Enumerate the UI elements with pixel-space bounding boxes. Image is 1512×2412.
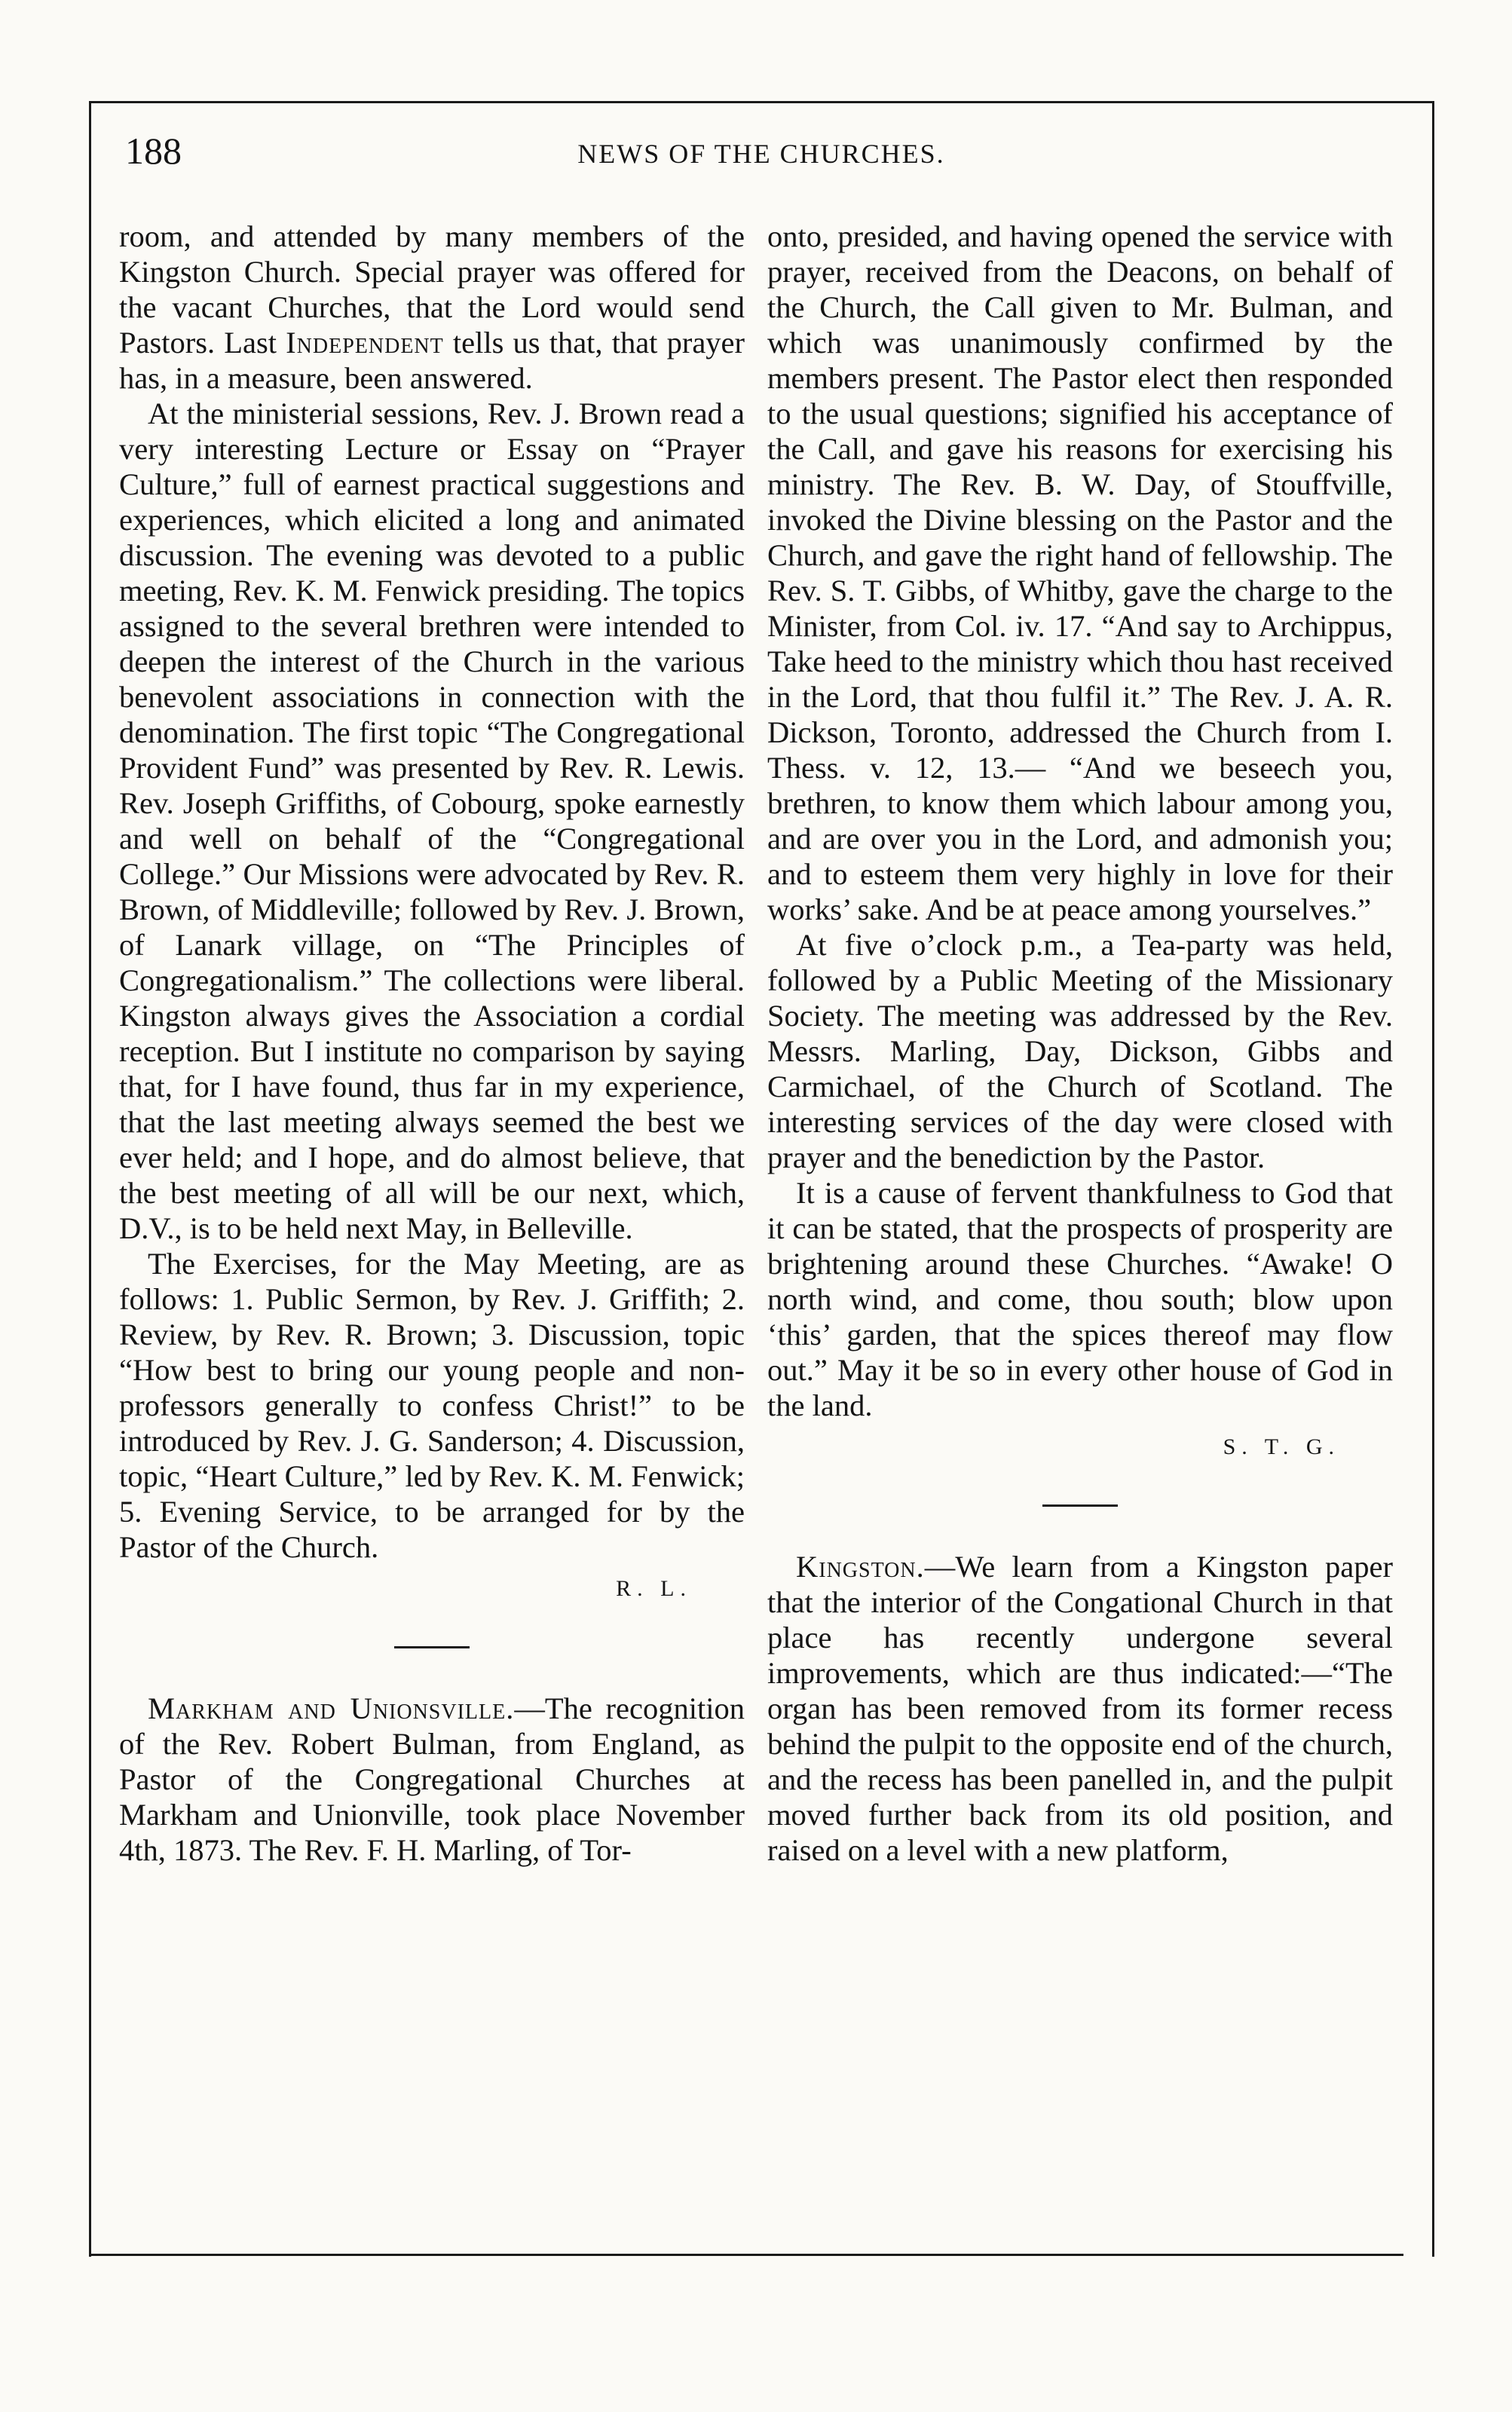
right-paragraph-3: It is a cause of fervent thankfulness to God that it can be stated, that the prospects of prosperity are brightening around these Churches. “Awake! O north wind, and come, thou south; blow upon ‘this’ garden, that the spices thereof may flow out.” May it be so in every other house of God in the land.: [767, 1176, 1393, 1422]
right-border-rule: [1432, 101, 1434, 2257]
left-border-rule: [89, 101, 91, 2257]
page-header: [121, 128, 1402, 181]
signature-rl: R. L.: [616, 1576, 692, 1601]
right-paragraph-1: onto, presided, and having opened the service with prayer, received from the Deacons, on behalf of the Church, the Call given to Mr. Bulman, and which was unanimously confirmed by the members present. The Pastor elect then responded to the usual questions; signified his acceptance of the Call, and gave his reasons for exercising his ministry. The Rev. B. W. Day, of Stouffville, invoked the Divine blessing on the Pastor and the Church, and gave the right hand of fellowship. The Rev. S. T. Gibbs, of Whitby, gave the charge to the Minister, from Col. iv. 17. “And say to Archippus, Take heed to the ministry which thou hast received in the Lord, that thou fulfil it.” The Rev. J. A. R. Dickson, Toronto, addressed the Church from I. Thess. v. 12, 13.— “And we beseech you, brethren, to know them which labour among you, and are over you in the Lord, and admonish you; and to esteem them very highly in love for their works’ sake. And be at peace among yourselves.”: [767, 219, 1393, 926]
left-paragraph-2: At the ministerial sessions, Rev. J. Brown read a very interesting Lecture or Essay on “Prayer Culture,” full of earnest practical suggestions and experiences, which elicited a long and animated discussion. The evening was devoted to a public meeting, Rev. K. M. Fenwick presiding. The topics assigned to the several brethren were intended to deepen the interest of the Church in the various benevolent associations in connection with the denomination. The first topic “The Congregational Provident Fund” was presented by Rev. R. Lewis. Rev. Joseph Griffiths, of Cobourg, spoke earnestly and well on behalf of the “Congregational College.” Our Missions were advocated by Rev. R. Brown, of Middleville; followed by Rev. J. Brown, of Lanark village, on “The Principles of Congregationalism.” The collections were liberal. Kingston always gives the Association a cordial reception. But I institute no comparison by saying that, for I have found, thus far in my experience, that the last meeting always seemed the best we ever held; and I hope, and do almost believe, that the best meeting of all will be our next, which, D.V., is to be held next May, in Belleville.: [119, 396, 745, 1245]
right-column: [767, 219, 1393, 1868]
left-paragraph-1-tail: tells us that, that prayer has, in a measure, been answered.: [119, 326, 745, 395]
top-border-rule: [89, 101, 1434, 103]
independent-publication-name: Independent: [286, 326, 444, 360]
left-column: [119, 219, 745, 1868]
bottom-border-rule: [89, 2254, 1403, 2256]
section-separator: [1042, 1504, 1118, 1507]
signature-stg: S. T. G.: [1223, 1434, 1340, 1459]
section-separator: [394, 1646, 470, 1648]
page-number: 188: [125, 130, 182, 172]
markham-body: —The recognition of the Rev. Robert Bulman, from England, as Pastor of the Congregational Churches at Markham and Unionville, took place November 4th, 1873. The Rev. F. H. Marling, of Tor-: [119, 1691, 745, 1867]
left-paragraph-1: [119, 219, 745, 396]
left-paragraph-1-text: room, and attended by many members of the Kingston Church. Special prayer was offered for the vacant Churches, that the Lord would send Pastors. Last: [119, 219, 745, 360]
kingston-body: —We learn from a Kingston paper that the interior of the Congational Church in that place has recently undergone several improvements, which are thus indicated:—“The organ has been removed from its former recess behind the pulpit to the opposite end of the church, and the recess has been panelled in, and the pulpit moved further back from its old position, and raised on a level with a new platform,: [767, 1550, 1393, 1867]
markham-article: [119, 1691, 745, 1868]
running-title: NEWS OF THE CHURCHES.: [577, 139, 945, 169]
kingston-article: [767, 1549, 1393, 1868]
markham-heading: Markham and Unionsville.: [148, 1691, 515, 1725]
left-paragraph-3: The Exercises, for the May Meeting, are as follows: 1. Public Sermon, by Rev. J. Griffith; 2. Review, by Rev. R. Brown; 3. Discussion, topic “How best to bring our young people and non-professors generally to confess Christ!” to be introduced by Rev. J. G. Sanderson; 4. Discussion, topic, “Heart Culture,” led by Rev. K. M. Fenwick; 5. Evening Service, to be arranged for by the Pastor of the Church.: [119, 1247, 745, 1564]
right-paragraph-2: At five o’clock p.m., a Tea-party was held, followed by a Public Meeting of the Missionary Society. The meeting was addressed by the Rev. Messrs. Marling, Day, Dickson, Gibbs and Carmichael, of the Church of Scotland. The interesting services of the day were closed with prayer and the benediction by the Pastor.: [767, 928, 1393, 1174]
kingston-heading: Kingston.: [796, 1550, 925, 1584]
